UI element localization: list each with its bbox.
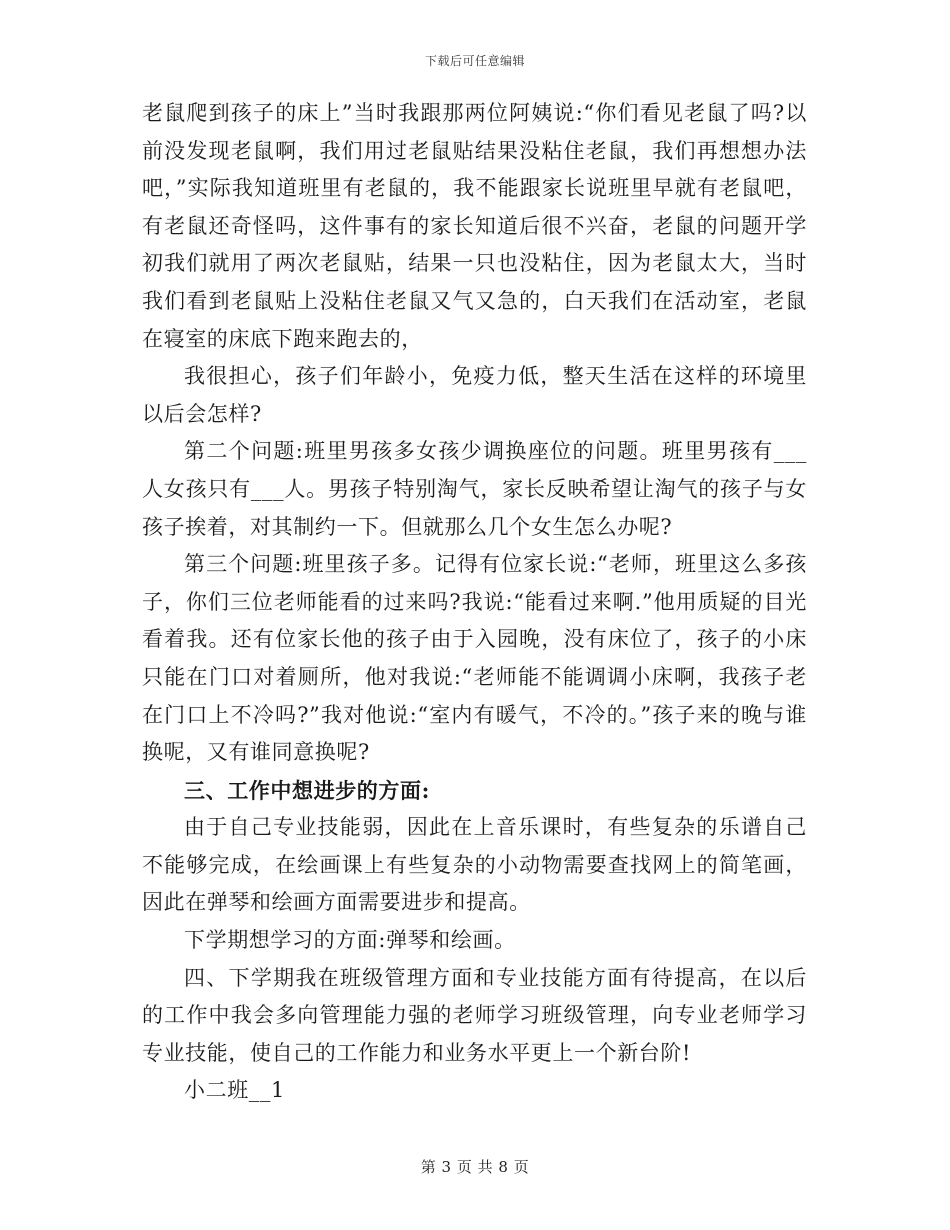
paragraph-worry: 我很担心，孩子们年龄小，免疫力低，整天生活在这样的环境里以后会怎样?: [142, 364, 807, 426]
page-footer: 第 3 页 共 8 页: [420, 1158, 530, 1176]
page-header: 下载后可任意编辑: [424, 54, 525, 68]
paragraph-second-problem: 第二个问题:班里男孩多女孩少调换座位的问题。班里男孩有___人女孩只有___人。男孩子特别淘气，家长反映希望让淘气的孩子与女孩子挨着，对其制约一下。但就那么几个女生怎么办呢?: [142, 439, 807, 539]
paragraph-third-problem: 第三个问题:班里孩子多。记得有位家长说:“老师，班里这么多孩子，你们三位老师能看的过来吗?我说:“能看过来啊.”他用质疑的目光看着我。还有位家长他的孩子由于入园晚，没有床位了，孩子的小床只能在门口对着厕所，他对我说:“老师能不能调调小床啊，我孩子老在门口上不冷吗?”我对他说:“室内有暖气，不冷的。”孩子来的晚与谁换呢，又有谁同意换呢?: [142, 552, 807, 765]
paragraph-rat-story: 老鼠爬到孩子的床上”当时我跟那两位阿姨说:“你们看见老鼠了吗?以前没发现老鼠啊，我们用过老鼠贴结果没粘住老鼠，我们再想想办法吧，”实际我知道班里有老鼠的，我不能跟家长说班里早就有老鼠吧，有老鼠还奇怪吗，这件事有的家长知道后很不兴奋，老鼠的问题开学初我们就用了两次老鼠贴，结果一只也没粘住，因为老鼠太大，当时我们看到老鼠贴上没粘住老鼠又气又急的，白天我们在活动室，老鼠在寝室的床底下跑来跑去的，: [142, 101, 807, 351]
document-body: [142, 95, 807, 1110]
paragraph-skills: 由于自己专业技能弱，因此在上音乐课时，有些复杂的乐谱自己不能够完成，在绘画课上有些复杂的小动物需要查找网上的简笔画，因此在弹琴和绘画方面需要进步和提高。: [142, 815, 807, 915]
section-heading-improvement: 三、工作中想进步的方面:: [184, 777, 430, 803]
paragraph-signature: 小二班__1: [184, 1078, 285, 1103]
paragraph-next-term-study: 下学期想学习的方面:弹琴和绘画。: [184, 928, 516, 953]
paragraph-section-four: 四、下学期我在班级管理方面和专业技能方面有待提高，在以后的工作中我会多向管理能力强的老师学习班级管理，向专业老师学习专业技能，使自己的工作能力和业务水平更上一个新台阶!: [142, 965, 807, 1065]
